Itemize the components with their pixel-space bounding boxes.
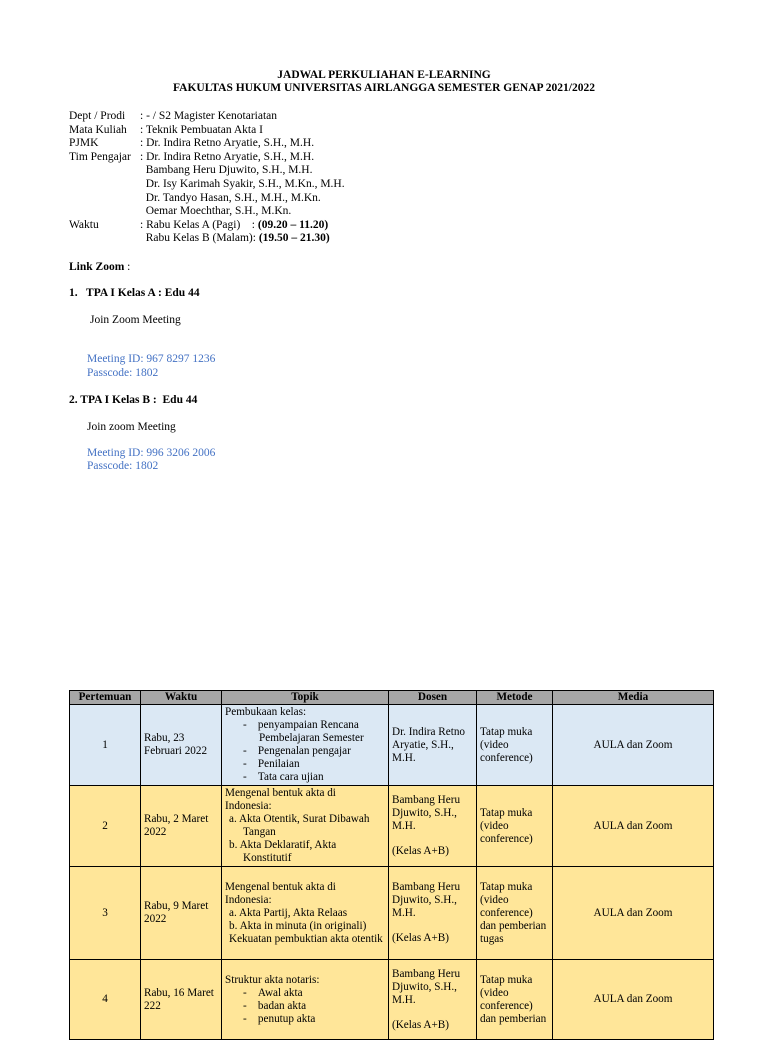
list-item: - Tata cara ujian bbox=[243, 771, 324, 783]
zoom-heading-line bbox=[69, 261, 130, 274]
row-waktu: Rabu, 2 Maret 2022 bbox=[141, 786, 222, 867]
row-media: AULA dan Zoom bbox=[553, 786, 714, 867]
table-row bbox=[70, 786, 714, 867]
waktu-b-time: (19.50 – 21.30) bbox=[258, 232, 330, 245]
page-title-line2: FAKULTAS HUKUM UNIVERSITAS AIRLANGGA SEMESTER GENAP 2021/2022 bbox=[173, 82, 595, 94]
list-item: - badan akta bbox=[243, 999, 307, 1012]
row-media: AULA dan Zoom bbox=[553, 867, 714, 960]
header-topik: Topik bbox=[222, 691, 389, 705]
tim-value-4: Dr. Tandyo Hasan, S.H., M.H., M.Kn. bbox=[140, 191, 321, 204]
dosen-note: (Kelas A+B) bbox=[392, 845, 449, 857]
tim-value-5: Oemar Moechthar, S.H., M.Kn. bbox=[140, 205, 292, 218]
dept-value: : - / S2 Magister Kenotariatan bbox=[140, 110, 278, 122]
table-row bbox=[70, 960, 714, 1040]
topik-intro: Pembukaan kelas: bbox=[225, 706, 307, 718]
dept-label: Dept / Prodi bbox=[69, 110, 126, 122]
class-b-join-link[interactable]: Join zoom Meeting bbox=[87, 421, 176, 433]
row-topik bbox=[222, 960, 389, 1040]
class-b-passcode: Passcode: 1802 bbox=[87, 460, 159, 472]
list-item: a. Akta Otentik, Surat Dibawah Tangan bbox=[229, 813, 370, 838]
class-b-title: 2. TPA I Kelas B : Edu 44 bbox=[69, 394, 198, 406]
table-header-row bbox=[70, 691, 714, 705]
matkul-value: : Teknik Pembuatan Akta I bbox=[140, 123, 263, 136]
row-number: 1 bbox=[70, 705, 141, 786]
list-item: - Pengenalan pengajar bbox=[243, 745, 351, 757]
row-topik bbox=[222, 786, 389, 867]
list-item: b. Akta in minuta (in originali) bbox=[229, 919, 367, 932]
topik-intro: Mengenal bentuk akta di Indonesia: bbox=[225, 880, 336, 906]
class-a-meeting-id: Meeting ID: 967 8297 1236 bbox=[87, 353, 216, 365]
waktu-b-text: Rabu Kelas B (Malam): bbox=[140, 232, 259, 245]
list-item: a. Akta Partij, Akta Relaas bbox=[229, 906, 348, 919]
class-b-meeting-id: Meeting ID: 996 3206 2006 bbox=[87, 447, 216, 459]
row-dosen: Bambang Heru Djuwito, S.H., M.H. (Kelas A+B) bbox=[389, 867, 477, 960]
tim-value-2: Bambang Heru Djuwito, S.H., M.H. bbox=[140, 164, 313, 177]
header-media: Media bbox=[553, 691, 714, 705]
row-metode: Tatap muka (video conference) dan pemberian bbox=[477, 960, 553, 1040]
waktu-a-text: : Rabu Kelas A (Pagi) : bbox=[140, 218, 258, 231]
pjmk-label: PJMK bbox=[69, 137, 99, 150]
page-title-line1: JADWAL PERKULIAHAN E-LEARNING bbox=[277, 69, 491, 81]
header-dosen: Dosen bbox=[389, 691, 477, 705]
schedule-table bbox=[69, 690, 714, 1040]
row-waktu: Rabu, 9 Maret 2022 bbox=[141, 867, 222, 960]
row-topik bbox=[222, 867, 389, 960]
zoom-heading: Link Zoom bbox=[69, 261, 125, 273]
table-row bbox=[70, 705, 714, 786]
class-a-title: 1. TPA I Kelas A : Edu 44 bbox=[69, 287, 200, 299]
list-item: - Awal akta bbox=[243, 986, 303, 999]
row-media: AULA dan Zoom bbox=[553, 960, 714, 1040]
row-number: 4 bbox=[70, 960, 141, 1040]
header-waktu: Waktu bbox=[141, 691, 222, 705]
row-dosen: Dr. Indira Retno Aryatie, S.H., M.H. bbox=[389, 705, 477, 786]
row-media: AULA dan Zoom bbox=[553, 705, 714, 786]
pjmk-value: : Dr. Indira Retno Aryatie, S.H., M.H. bbox=[140, 137, 315, 150]
row-metode: Tatap muka (video conference) dan pemberian tugas bbox=[477, 867, 553, 960]
row-dosen: Bambang Heru Djuwito, S.H., M.H. (Kelas A+B) bbox=[389, 960, 477, 1040]
row-waktu: Rabu, 23 Februari 2022 bbox=[141, 705, 222, 786]
tim-label: Tim Pengajar bbox=[69, 150, 131, 163]
row-metode: Tatap muka (video conference) bbox=[477, 705, 553, 786]
topik-extra: Kekuatan pembuktian akta otentik bbox=[229, 932, 383, 945]
table-row bbox=[70, 867, 714, 960]
row-topik bbox=[222, 705, 389, 786]
list-item: - Penilaian bbox=[243, 758, 300, 770]
topik-intro: Mengenal bentuk akta di Indonesia: bbox=[225, 787, 336, 812]
list-item: b. Akta Deklaratif, Akta Konstitutif bbox=[229, 839, 337, 864]
row-waktu: Rabu, 16 Maret 222 bbox=[141, 960, 222, 1040]
tim-value-3: Dr. Isy Karimah Syakir, S.H., M.Kn., M.H. bbox=[140, 177, 345, 190]
waktu-label: Waktu bbox=[69, 218, 99, 231]
zoom-heading-suffix: : bbox=[124, 261, 131, 273]
dosen-note: (Kelas A+B) bbox=[392, 932, 449, 944]
topik-intro: Struktur akta notaris: bbox=[225, 973, 320, 986]
matkul-label: Mata Kuliah bbox=[69, 123, 127, 136]
row-metode: Tatap muka (video conference) bbox=[477, 786, 553, 867]
tim-value-1: : Dr. Indira Retno Aryatie, S.H., M.H. bbox=[140, 150, 315, 163]
row-number: 2 bbox=[70, 786, 141, 867]
list-item: - penutup akta bbox=[243, 1012, 316, 1025]
class-a-passcode: Passcode: 1802 bbox=[87, 367, 159, 379]
header-metode: Metode bbox=[477, 691, 553, 705]
class-a-join-link[interactable]: Join Zoom Meeting bbox=[90, 314, 181, 326]
course-info bbox=[69, 110, 345, 246]
row-dosen: Bambang Heru Djuwito, S.H., M.H. (Kelas A+B) bbox=[389, 786, 477, 867]
header-pertemuan: Pertemuan bbox=[70, 691, 141, 705]
row-number: 3 bbox=[70, 867, 141, 960]
list-item: - penyampaian Rencana Pembelajaran Semester bbox=[243, 719, 364, 744]
waktu-a-time: (09.20 – 11.20) bbox=[257, 218, 329, 231]
dosen-note: (Kelas A+B) bbox=[392, 1018, 449, 1031]
